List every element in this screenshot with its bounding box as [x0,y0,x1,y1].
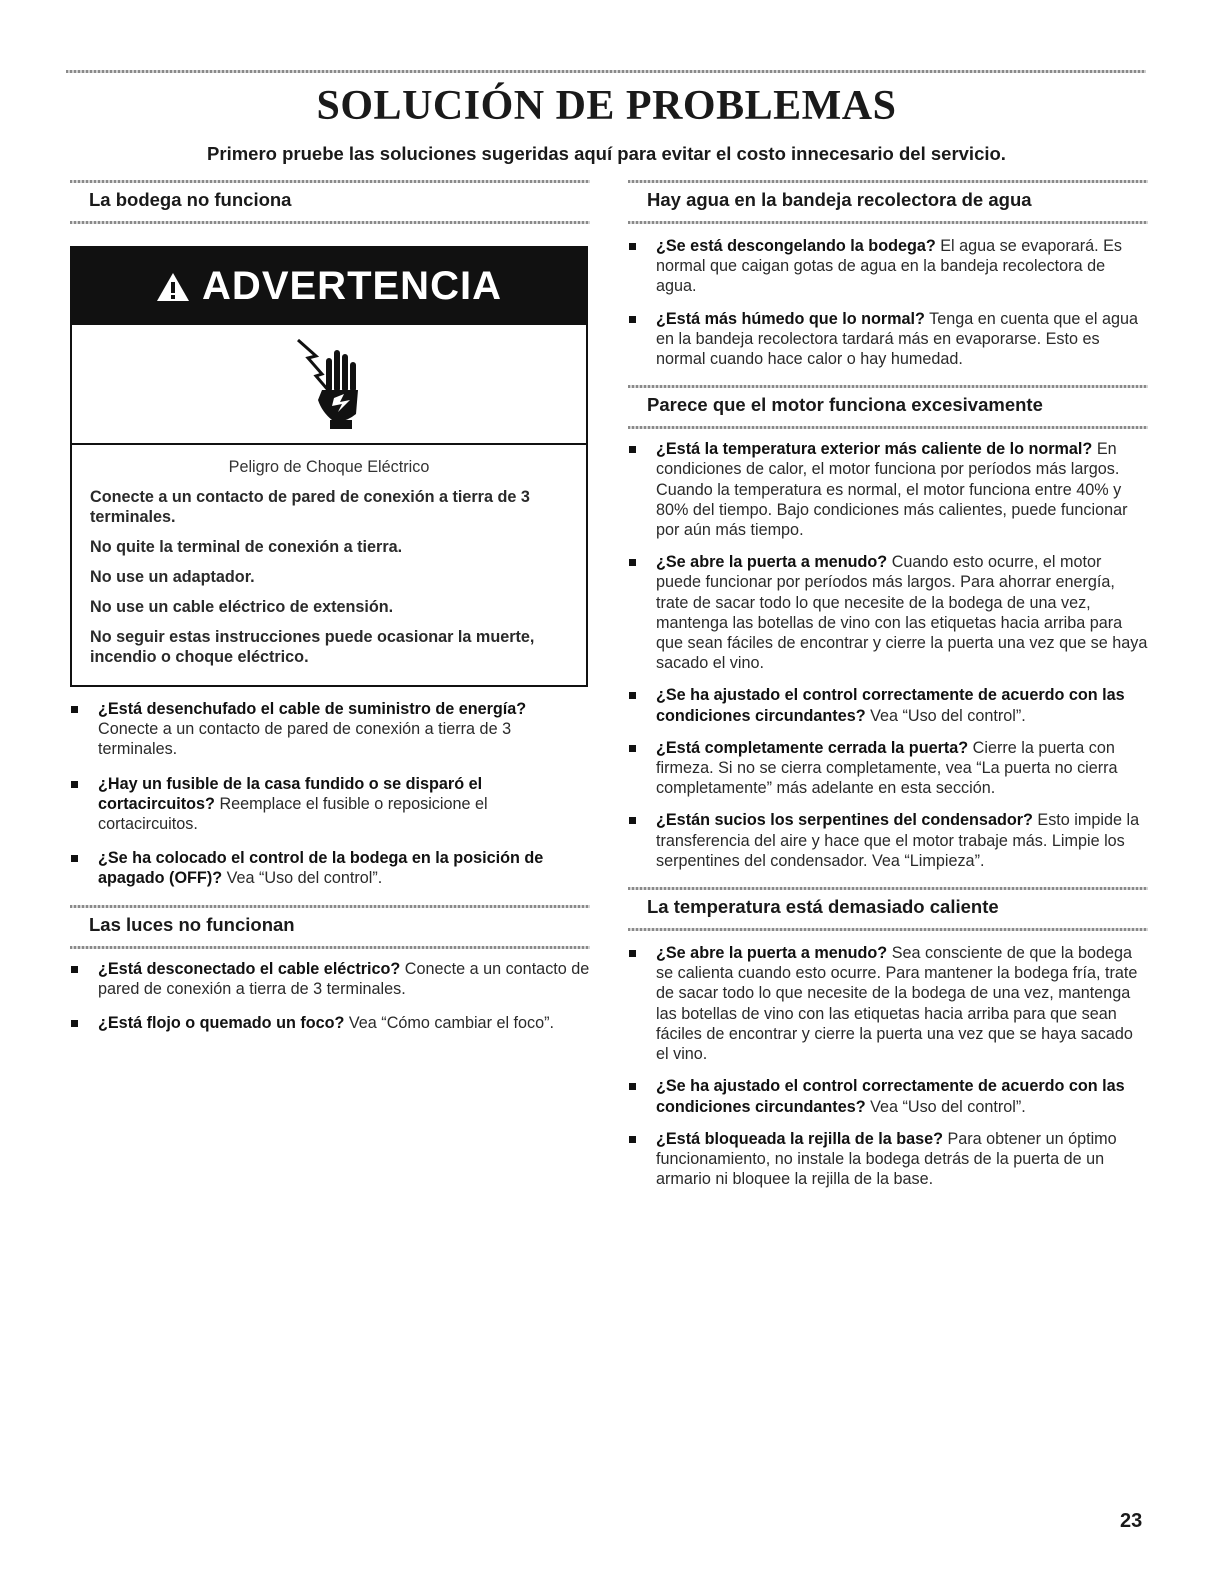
section-title: Las luces no funcionan [89,913,295,935]
warning-triangle-icon [156,272,190,302]
section-heading-bodega [70,178,590,224]
list-item: ¿Se abre la puerta a menudo? Cuando esto ocurre, el motor puede funcionar por períodos más largos. Para ahorrar energía, trate de sacar todo lo que necesite de la bodega de una vez, mantenga las botellas de vino con las etiquetas hacia arriba para que sean fáciles de encontrar y cierre la puerta una vez que se haya sacado el vino. [628,552,1148,673]
section-title: La temperatura está demasiado caliente [647,896,999,918]
list-item: ¿Está la temperatura exterior más caliente de lo normal? En condiciones de calor, el motor funciona por períodos más largos. Cuando la temperatura es normal, el motor funciona entre 40% y 80% del tiempo. Bajo condiciones más calientes, puede funcionar por aún más tiempo. [628,439,1148,540]
list-item: ¿Está completamente cerrada la puerta? Cierre la puerta con firmeza. Si no se cierra completamente, vea “La puerta no cierra completamente” más adelante en esta sección. [628,738,1148,799]
section-title: Parece que el motor funciona excesivamente [647,394,1043,416]
warning-label: ADVERTENCIA [202,264,502,308]
section-heading-temperatura [628,885,1148,931]
list-item: ¿Están sucios los serpentines del condensador? Esto impide la transferencia del aire y hace que el motor trabaje más. Limpie los serpentines del condensador. Vea “Limpieza”. [628,810,1148,871]
section-title: Hay agua en la bandeja recolectora de agua [647,189,1032,210]
warning-line: Conecte a un contacto de pared de conexión a tierra de 3 terminales. [90,488,530,526]
list-item: ¿Está desconectado el cable eléctrico? Conecte a un contacto de pared de conexión a tierra de 3 terminales. [70,959,590,999]
warning-text [72,445,586,685]
page-number: 23 [1120,1510,1143,1532]
section-heading-motor [628,383,1148,429]
section-heading-agua [628,178,1148,224]
troubleshoot-list [70,959,590,1034]
list-item: ¿Hay un fusible de la casa fundido o se disparó el cortacircuitos? Reemplace el fusible o reposicione el cortacircuitos. [70,774,590,835]
top-rule [66,70,1146,73]
list-item: ¿Está desenchufado el cable de suministro de energía? Conecte a un contacto de pared de conexión a tierra de 3 terminales. [70,699,590,760]
page-subtitle: Primero pruebe las soluciones sugeridas aquí para evitar el costo innecesario del servicio. [207,143,1006,164]
page-title: SOLUCIÓN DE PROBLEMAS [316,83,897,129]
troubleshoot-list [628,439,1148,871]
troubleshoot-list [628,943,1148,1189]
warning-icon-area [72,325,586,445]
warning-hazard: Peligro de Choque Eléctrico [228,458,430,476]
list-item: ¿Está más húmedo que lo normal? Tenga en cuenta que el agua en la bandeja recolectora tardará más en evaporarse. Esto es normal cuando hace calor o hay humedad. [628,309,1148,370]
section-heading-luces [70,903,590,949]
warning-line: No use un cable eléctrico de extensión. [90,598,394,616]
warning-header [72,248,586,325]
electric-shock-hand-icon [294,336,364,432]
troubleshoot-list [628,236,1148,369]
right-column [628,178,1148,1201]
left-column [70,178,590,1047]
troubleshoot-list [70,699,590,889]
list-item: ¿Se ha ajustado el control correctamente de acuerdo con las condiciones circundantes? Vea “Uso del control”. [628,685,1148,725]
warning-line: No quite la terminal de conexión a tierra. [90,538,403,556]
list-item: ¿Está bloqueada la rejilla de la base? Para obtener un óptimo funcionamiento, no instale la bodega detrás de la puerta de un armario ni bloquee la rejilla de la base. [628,1129,1148,1190]
list-item: ¿Se abre la puerta a menudo? Sea consciente de que la bodega se calienta cuando esto ocurre. Para mantener la bodega fría, trate de sacar todo lo que necesite de la bodega de una vez, mantenga las botellas de vino con las etiquetas hacia arriba para que sean fáciles de encontrar y cierre la puerta una vez que se haya sacado el vino. [628,943,1148,1064]
warning-line: No use un adaptador. [90,568,255,586]
list-item: ¿Se está descongelando la bodega? El agua se evaporará. Es normal que caigan gotas de agua en la bandeja recolectora de agua. [628,236,1148,297]
warning-line: No seguir estas instrucciones puede ocasionar la muerte, incendio o choque eléctrico. [90,628,535,666]
list-item: ¿Está flojo o quemado un foco? Vea “Cómo cambiar el foco”. [70,1013,590,1033]
list-item: ¿Se ha ajustado el control correctamente de acuerdo con las condiciones circundantes? Vea “Uso del control”. [628,1076,1148,1116]
warning-box [70,246,588,687]
list-item: ¿Se ha colocado el control de la bodega en la posición de apagado (OFF)? Vea “Uso del control”. [70,848,590,888]
section-title: La bodega no funciona [89,189,292,210]
